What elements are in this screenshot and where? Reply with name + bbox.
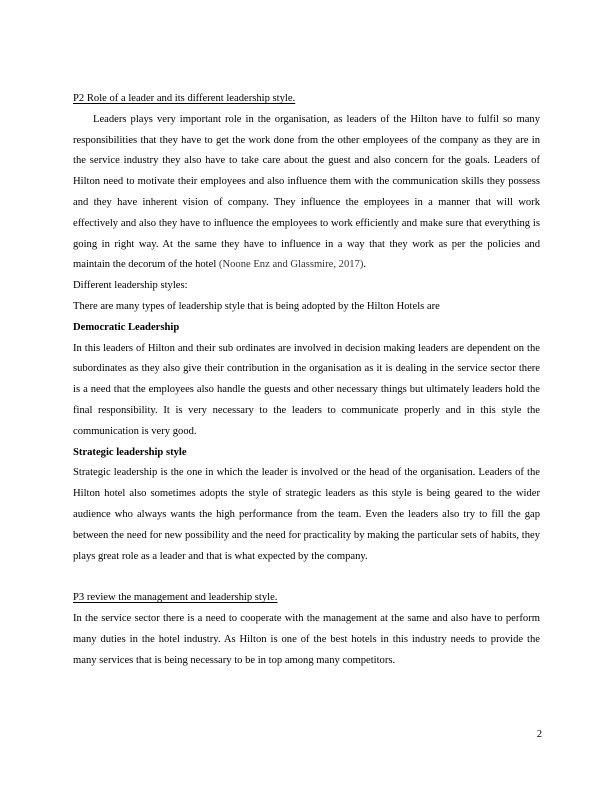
democratic-heading: Democratic Leadership	[73, 321, 180, 333]
blank-line	[73, 567, 540, 588]
strategic-paragraph: Strategic leadership is the one in which the leader is involved or the head of the organisation. Leaders of the Hilton hotel also sometimes adopts the style of strategic leaders as this style is being geared to the wider audience who always wants the high performance from the team. Even the leaders also try to fill the gap between the need for new possibility and the need for practicality by making the particular sets of habits, they plays great role as a leader and that is what expected by the company.	[73, 467, 540, 562]
p3-paragraph: In the service sector there is a need to cooperate with the management at the same and also have to perform many duties in the hotel industry. As Hilton is one of the best hotels in this industry needs to provide the many services that is being necessary to be in top among many competitors.	[73, 612, 540, 666]
p2-citation: (Noone Enz and Glassmire, 2017)	[218, 259, 364, 271]
p2-citation-end: .	[363, 259, 367, 271]
p2-heading: P2 Role of a leader and its different leadership style.	[73, 93, 296, 104]
strategic-heading: Strategic leadership style	[73, 446, 187, 458]
page-number: 2	[536, 729, 542, 740]
p2-paragraph-text: Leaders plays very important role in the organisation, as leaders of the Hilton have to fulfil so many responsibilities that they have to get the work done from the other employees of the company as they are in the service industry they also have to take care about the guest and also concern for the goals. Leaders of Hilton need to motivate their employees and also influence them with the communication skills they possess and they have inherent vision of company. They influence the employees in a manner that will work effectively and also they have to influence the employees to work efficiently and make sure that everything is going in right way. At the same they have to influence in a way that they work as per the policies and maintain the decorum of the hotel	[73, 113, 540, 271]
p2-paragraph	[73, 110, 540, 276]
p3-heading: P3 review the management and leadership style.	[73, 592, 278, 604]
leadership-styles-intro: There are many types of leadership style that is being adopted by the Hilton Hotels are	[73, 300, 440, 312]
page-content	[73, 89, 540, 671]
leadership-styles-label: Different leadership styles:	[73, 280, 188, 292]
democratic-paragraph: In this leaders of Hilton and their sub ordinates are involved in decision making leaders are dependent on the subordinates as they also give their contribution in the organisation as it is dealing in the service sector there is a need that the employees also handle the guests and other necessary things but ultimately leaders hold the final responsibility. It is very necessary to the leaders to communicate properly and in this style the communication is very good.	[73, 342, 540, 437]
